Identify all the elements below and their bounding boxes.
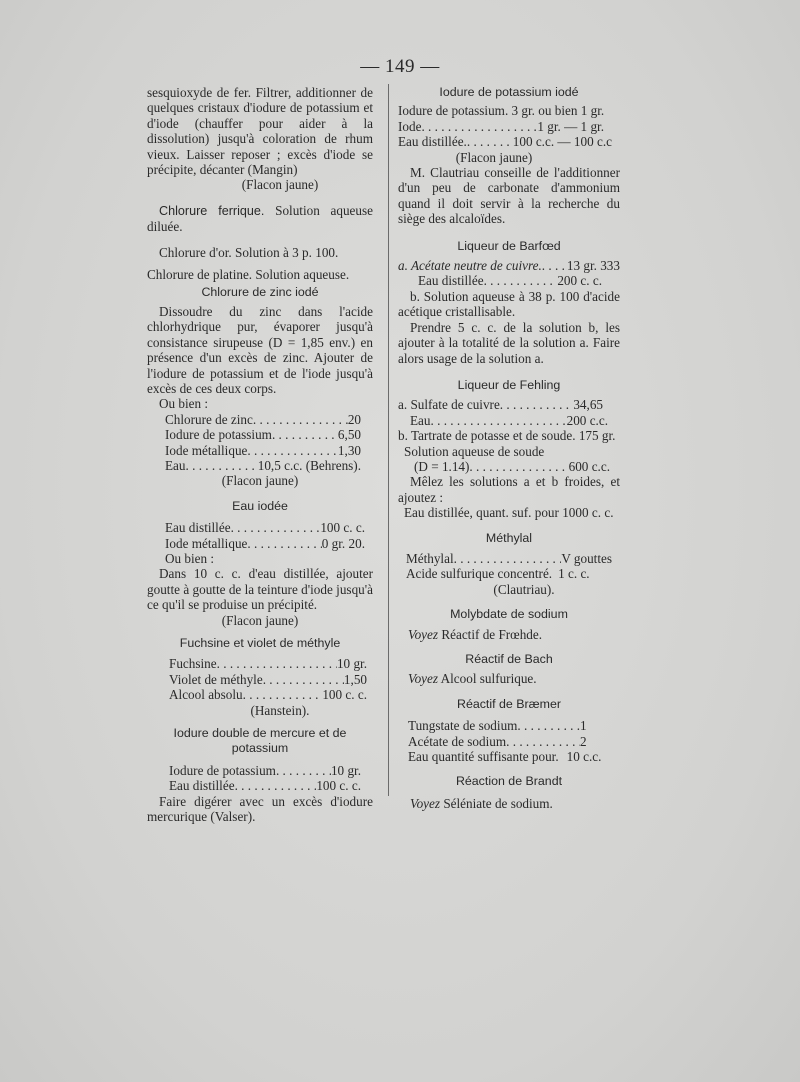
chlorure-or-entry: Chlorure d'or. Solution à 3 p. 100. [159,244,339,260]
recipe-row: Chlorure de zinc . . . 20 [165,412,361,427]
zinc-flacon: (Flacon jaune) [221,473,299,489]
recipe-row: Violet de méthyle . . . 1,50 [169,672,367,687]
recipe-row: Iode . . . 1 gr. — 1 gr. [398,119,604,134]
recipe-row: Eau distillée . . . 100 c. c. [169,778,361,793]
chlorure-platine-entry: Chlorure de platine. Solution aqueuse. [147,267,350,283]
recipe-row: Iodure de potassium . . . 6,50 [165,427,361,442]
recipe-row: Tungstate de sodium . . . 1 [408,718,620,733]
methylal-title: Méthylal [485,530,533,545]
molybdate-title: Molybdate de sodium [450,607,568,622]
flacon-note: (Flacon jaune) [241,177,319,193]
recipe-row: Iode métallique . . . 1,30 [165,443,361,458]
intro-paragraph: sesquioxyde de fer. Filtrer, additionner de quelques cristaux d'iodure de potassium et d'iode (chauffer pour aider à la dissolution) jusqu'à coloration de rhum vieux. Laisser reposer ; excès d'iode se précipite, décanter (Mangin) [147,85,373,178]
brandt-ref: Voyez Séléniate de sodium. [410,795,553,811]
chlorure-ferrique-text: Solution aqueuse diluée. [147,202,373,235]
mercure-recipe [147,763,361,794]
eau-iodee-title: Eau iodée [232,498,288,513]
recipe-row: a. Acétate neutre de cuivre. . . . 13 gr. 333 [398,258,620,273]
barfoed-title: Liqueur de Barfœd [457,238,561,253]
chlorure-ferrique-title: Chlorure ferrique. [159,203,265,218]
fehling-eau: Eau distillée, quant. suf. pour 1000 c. c. [404,505,614,521]
recipe-row: Eau quantité suffisante pour. 10 c.c. [408,749,602,765]
eau-iodee-ou-bien: Ou bien : [165,550,215,566]
methylal-author: (Clautriau). [493,581,555,597]
column-divider [388,84,389,796]
recipe-row: Iode métallique . . . 0 gr. 20. [165,536,365,551]
recipe-row: Eau distillée . . . 100 c. c. [165,520,365,535]
barfoed-text: Prendre 5 c. c. de la solution b, les ajouter à la totalité de la solution a. Faire alors usage de la solution a. [398,319,620,366]
iodure-note: M. Clautriau conseille de l'additionner d'un peu de carbonate d'ammonium quand il doit servir à la recherche du siège des alcaloïdes. [398,165,620,227]
recipe-row: Eau distillée . . . 200 c. c. [398,273,602,288]
iodure-title: Iodure de potassium iodé [439,85,579,99]
fehling-b: b. Tartrate de potasse et de soude. 175 gr. [398,428,616,444]
bach-title: Réactif de Bach [465,652,553,666]
molybdate-ref: Voyez Réactif de Frœhde. [408,626,543,642]
mercure-text: Faire digérer avec un excès d'iodure mercurique (Valser). [147,793,373,825]
fuchsine-author: (Hanstein). [250,702,310,718]
recipe-row: Iodure de potassium . . . 10 gr. [169,763,361,778]
fehling-text: Mêlez les solutions a et b froides, et ajoutez : [398,474,620,505]
chlorure-ferrique-entry [147,203,373,235]
recipe-row: Acide sulfurique concentré. 1 c. c. [406,566,590,582]
bach-ref: Voyez Alcool sulfurique. [408,671,537,687]
eau-iodee-flacon: (Flacon jaune) [221,612,299,628]
fehling-solution: Solution aqueuse de soude [404,443,545,459]
brandt-title: Réaction de Brandt [455,774,563,789]
eau-iodee-text: Dans 10 c. c. d'eau distillée, ajouter goutte à goutte de la teinture d'iode jusqu'à ce qu'il se produise un précipité. [147,566,373,613]
recipe-row: Alcool absolu . . . 100 c. c. [169,687,367,702]
recipe-row: Eau distillée. . . . 100 c.c. — 100 c.c [398,134,612,149]
recipe-row: Acétate de sodium . . . 2 [408,734,620,749]
recipe-row: (D = 1.14) . . . 600 c.c. [398,459,610,474]
recipe-row: Eau . . . 10,5 c.c. (Behrens). [165,458,361,473]
eau-iodee-recipe [147,520,365,551]
zinc-title: Chlorure de zinc iodé [201,285,319,300]
zinc-ou-bien: Ou bien : [159,396,209,412]
fuchsine-title: Fuchsine et violet de méthyle [179,636,341,650]
braemer-recipe [398,718,620,764]
iodure-line-1: Iodure de potassium. 3 gr. ou bien 1 gr. [398,103,605,119]
iodure-flacon: (Flacon jaune) [455,149,533,165]
zinc-text: Dissoudre du zinc dans l'acide chlorhydrique pur, évaporer jusqu'à consistance sirupeuse (D = 1,85 env.) en présence d'un excès de zinc. Ajouter de l'iodure de potassium et de l'iode jusqu'à excès de ces deux corps. [147,303,373,396]
braemer-title: Réactif de Bræmer [457,696,561,711]
mercure-title: Iodure double de mercure et de potassium [173,726,347,756]
recipe-row: Eau . . . 200 c.c. [398,413,608,428]
fehling-title: Liqueur de Fehling [457,377,561,392]
page-number: — 149 — [360,56,440,77]
recipe-row: Méthylal . . . V gouttes [398,551,612,566]
zinc-recipe [147,412,361,474]
recipe-row: a. Sulfate de cuivre . . . 34,65 [398,397,603,412]
recipe-row: Fuchsine . . . 10 gr. [169,656,367,671]
barfoed-b: b. Solution aqueuse à 38 p. 100 d'acide acétique cristallisable. [398,288,620,320]
right-column [398,85,620,811]
fuchsine-recipe [147,656,367,702]
left-column [147,85,373,824]
